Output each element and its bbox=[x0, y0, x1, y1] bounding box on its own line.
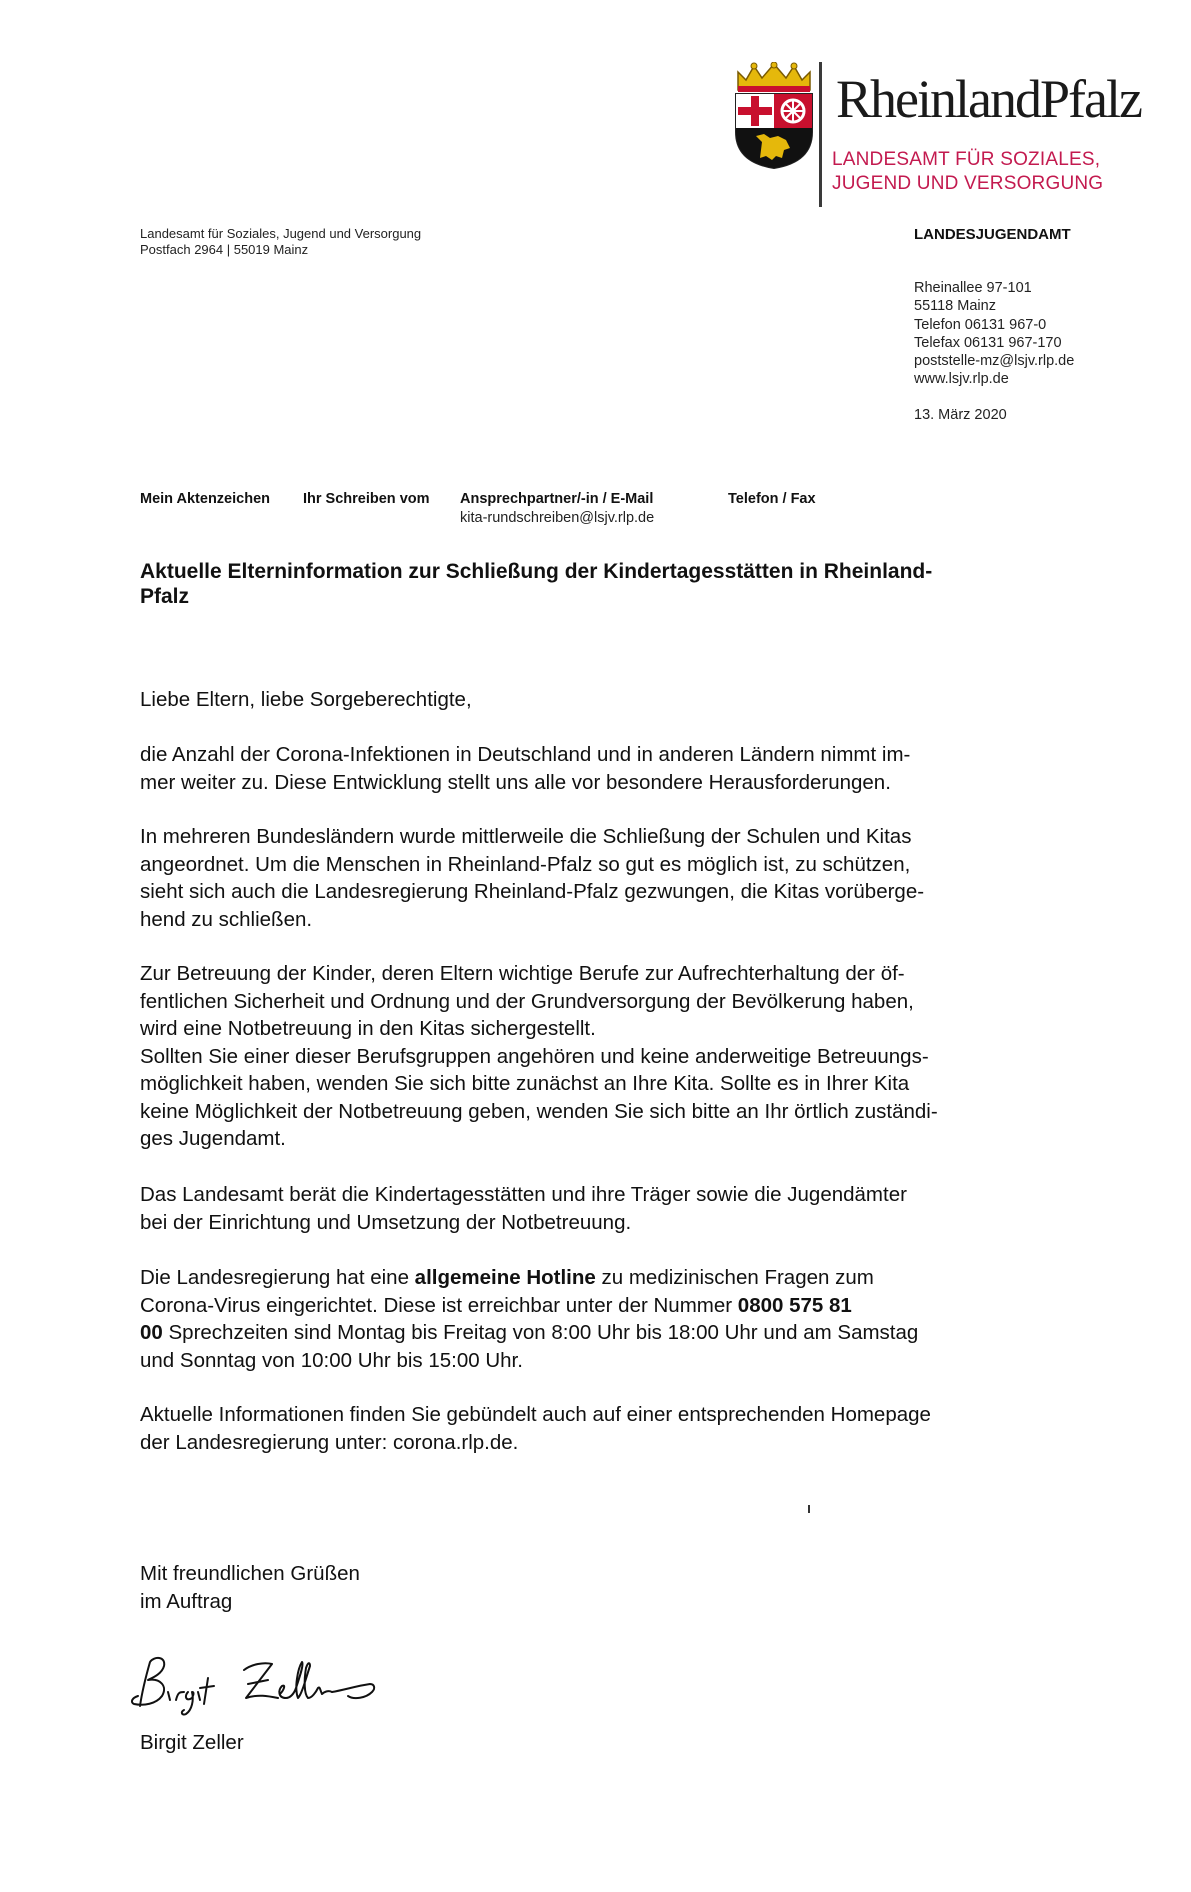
closing-role: im Auftrag bbox=[140, 1589, 233, 1613]
sender-postbox: Postfach 2964 | 55019 Mainz bbox=[140, 242, 309, 257]
paragraph-1 bbox=[140, 741, 1080, 796]
text-span: Die Landesregierung hat eine bbox=[140, 1266, 415, 1289]
ref-ansprech-email: kita-rundschreiben@lsjv.rlp.de bbox=[460, 510, 655, 526]
paragraph-line: Sollten Sie einer dieser Berufsgruppen angehören und keine anderweitige Betreuungs- bbox=[140, 1044, 929, 1068]
paragraph-3 bbox=[140, 960, 1080, 1153]
paragraph-line: mer weiter zu. Diese Entwicklung stellt uns alle vor besondere Herausforderungen. bbox=[140, 770, 891, 794]
signatory bbox=[140, 1729, 1080, 1757]
paragraph-line bbox=[140, 1264, 1080, 1292]
letter-subject bbox=[140, 559, 1070, 609]
sender-name: Landesamt für Soziales, Jugend und Versorgung bbox=[140, 226, 422, 241]
letter-date: 13. März 2020 bbox=[914, 407, 1007, 423]
hotline-number: 00 bbox=[140, 1321, 163, 1344]
paragraph-line bbox=[140, 1292, 1080, 1320]
stray-mark bbox=[808, 1505, 810, 1513]
paragraph-line: Zur Betreuung der Kinder, deren Eltern wichtige Berufe zur Aufrechterhaltung der öf- bbox=[140, 962, 905, 985]
paragraph-line: In mehreren Bundesländern wurde mittlerweile die Schließung der Schulen und Kitas bbox=[140, 825, 912, 848]
salutation bbox=[140, 686, 1080, 714]
contact-street: Rheinallee 97-101 bbox=[914, 280, 1032, 296]
logo-wordmark: RheinlandPfalz bbox=[836, 69, 1141, 129]
ref-ansprech-label: Ansprechpartner/-in / E-Mail bbox=[460, 491, 654, 507]
paragraph-line: und Sonntag von 10:00 Uhr bis 15:00 Uhr. bbox=[140, 1348, 523, 1372]
subject-line: Pfalz bbox=[140, 585, 190, 608]
paragraph-line: hend zu schließen. bbox=[140, 907, 313, 931]
handwritten-signature bbox=[128, 1648, 408, 1718]
signatory-name: Birgit Zeller bbox=[140, 1731, 244, 1754]
paragraph-line: der Landesregierung unter: corona.rlp.de. bbox=[140, 1430, 519, 1454]
paragraph-line: die Anzahl der Corona-Infektionen in Deutschland und in anderen Ländern nimmt im- bbox=[140, 743, 911, 766]
text-span: zu medizinischen Fragen zum bbox=[595, 1266, 874, 1289]
logo-office-line: LANDESAMT FÜR SOZIALES, bbox=[832, 149, 1101, 170]
logo-office-name bbox=[832, 148, 1132, 196]
rlp-coat-of-arms-icon bbox=[732, 62, 816, 170]
paragraph-line: sieht sich auch die Landesregierung Rheinland-Pfalz gezwungen, die Kitas vorüberge- bbox=[140, 880, 925, 903]
contact-web: www.lsjv.rlp.de bbox=[914, 371, 1009, 388]
hotline-emphasis: allgemeine Hotline bbox=[414, 1266, 596, 1289]
paragraph-line bbox=[140, 1319, 1080, 1347]
paragraph-line: angeordnet. Um die Menschen in Rheinland-Pfalz so gut es möglich ist, zu schützen, bbox=[140, 852, 911, 876]
contact-fax: Telefax 06131 967-170 bbox=[914, 334, 1062, 351]
logo-office-line: JUGEND UND VERSORGUNG bbox=[832, 173, 1104, 194]
closing-greeting: Mit freundlichen Grüßen bbox=[140, 1562, 360, 1585]
sender-address bbox=[140, 226, 421, 258]
paragraph-line: Das Landesamt berät die Kindertagesstätten und ihre Träger sowie die Jugendämter bbox=[140, 1183, 907, 1206]
contact-city: 55118 Mainz bbox=[914, 298, 996, 315]
contact-email: poststelle-mz@lsjv.rlp.de bbox=[914, 353, 1075, 370]
logo-divider bbox=[819, 62, 822, 207]
paragraph-5-hotline bbox=[140, 1264, 1080, 1374]
paragraph-4 bbox=[140, 1181, 1080, 1236]
text-span: Corona-Virus eingerichtet. Diese ist erreichbar unter der Nummer bbox=[140, 1293, 738, 1317]
ref-schreiben-label: Ihr Schreiben vom bbox=[303, 491, 430, 507]
paragraph-line: keine Möglichkeit der Notbetreuung geben, wenden Sie sich bitte an Ihr örtlich zuständi- bbox=[140, 1099, 938, 1123]
subject-line: Aktuelle Elterninformation zur Schließung der Kindertagesstätten in Rheinland- bbox=[140, 560, 933, 583]
contact-block bbox=[914, 279, 1074, 389]
paragraph-line: wird eine Notbetreuung in den Kitas sichergestellt. bbox=[140, 1017, 596, 1040]
ref-telefon-label: Telefon / Fax bbox=[728, 491, 816, 507]
paragraph-2 bbox=[140, 823, 1080, 933]
text-span: Sprechzeiten sind Montag bis Freitag von 8:00 Uhr bis 18:00 Uhr und am Samstag bbox=[162, 1321, 919, 1344]
paragraph-line: fentlichen Sicherheit und Ordnung und der Grundversorgung der Bevölkerung haben, bbox=[140, 989, 914, 1013]
paragraph-line: bei der Einrichtung und Umsetzung der Notbetreuung. bbox=[140, 1210, 632, 1234]
paragraph-line: ges Jugendamt. bbox=[140, 1127, 286, 1150]
contact-phone: Telefon 06131 967-0 bbox=[914, 316, 1047, 333]
department-title: LANDESJUGENDAMT bbox=[914, 226, 1071, 243]
hotline-number: 0800 575 81 bbox=[737, 1293, 852, 1317]
closing-block bbox=[140, 1560, 1080, 1615]
salutation-text: Liebe Eltern, liebe Sorgeberechtigte, bbox=[140, 688, 472, 711]
paragraph-line: möglichkeit haben, wenden Sie sich bitte zunächst an Ihre Kita. Sollte es in Ihrer Kita bbox=[140, 1072, 910, 1095]
paragraph-6 bbox=[140, 1401, 1080, 1456]
paragraph-line: Aktuelle Informationen finden Sie gebündelt auch auf einer entsprechenden Homepage bbox=[140, 1403, 931, 1426]
ref-aktenzeichen-label: Mein Aktenzeichen bbox=[140, 491, 270, 507]
